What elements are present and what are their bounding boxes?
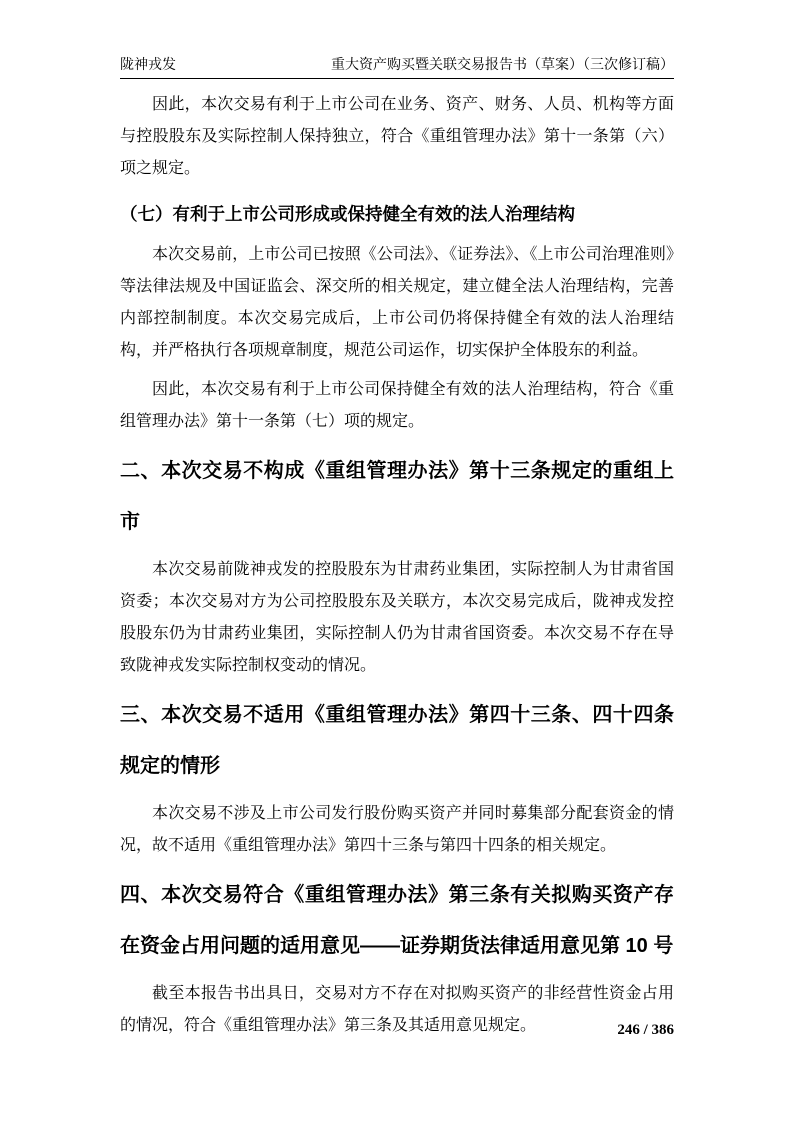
heading-section-7: （七）有利于上市公司形成或保持健全有效的法人治理结构 xyxy=(120,204,575,224)
paragraph-articles-43-44: 本次交易不涉及上市公司发行股份购买资产并同时募集部分配套资金的情况，故不适用《重组管理办法》第四十三条与第四十四条的相关规定。 xyxy=(120,805,674,854)
paragraph-fund-occupation: 截至本报告书出具日，交易对方不存在对拟购买资产的非经营性资金占用的情况，符合《重组管理办法》第三条及其适用意见规定。 xyxy=(120,985,674,1034)
header-company-name: 陇神戎发 xyxy=(120,58,176,73)
heading-section-4: 四、本次交易符合《重组管理办法》第三条有关拟购买资产存在资金占用问题的适用意见——证券期货法律适用意见第 10 号 xyxy=(120,884,674,957)
heading-section-3: 三、本次交易不适用《重组管理办法》第四十三条、四十四条规定的情形 xyxy=(120,704,674,777)
paragraph-governance-structure: 本次交易前，上市公司已按照《公司法》、《证券法》、《上市公司治理准则》等法律法规及中国证监会、深交所的相关规定，建立健全法人治理结构，完善内部控制制度。本次交易完成后，上市公司仍将保持健全有效的法人治理结构，并严格执行各项规章制度，规范公司运作，切实保护全体股东的利益。 xyxy=(120,246,674,359)
document-body xyxy=(120,79,674,1042)
paragraph-independence-conclusion: 因此，本次交易有利于上市公司在业务、资产、财务、人员、机构等方面与控股股东及实际控制人保持独立，符合《重组管理办法》第十一条第（六）项之规定。 xyxy=(120,96,674,177)
paragraph-control-unchanged: 本次交易前陇神戎发的控股股东为甘肃药业集团，实际控制人为甘肃省国资委；本次交易对方为公司控股股东及关联方，本次交易完成后，陇神戎发控股股东仍为甘肃药业集团，实际控制人仍为甘肃省国资委。本次交易不存在导致陇神戎发实际控制权变动的情况。 xyxy=(120,561,674,674)
paragraph-governance-conclusion: 因此，本次交易有利于上市公司保持健全有效的法人治理结构，符合《重组管理办法》第十一条第（七）项的规定。 xyxy=(120,381,674,430)
header-document-title: 重大资产购买暨关联交易报告书（草案）（三次修订稿） xyxy=(331,58,674,73)
heading-section-2: 二、本次交易不构成《重组管理办法》第十三条规定的重组上市 xyxy=(120,460,674,533)
page-number: 246 / 386 xyxy=(617,1022,674,1038)
page-header xyxy=(120,0,674,79)
